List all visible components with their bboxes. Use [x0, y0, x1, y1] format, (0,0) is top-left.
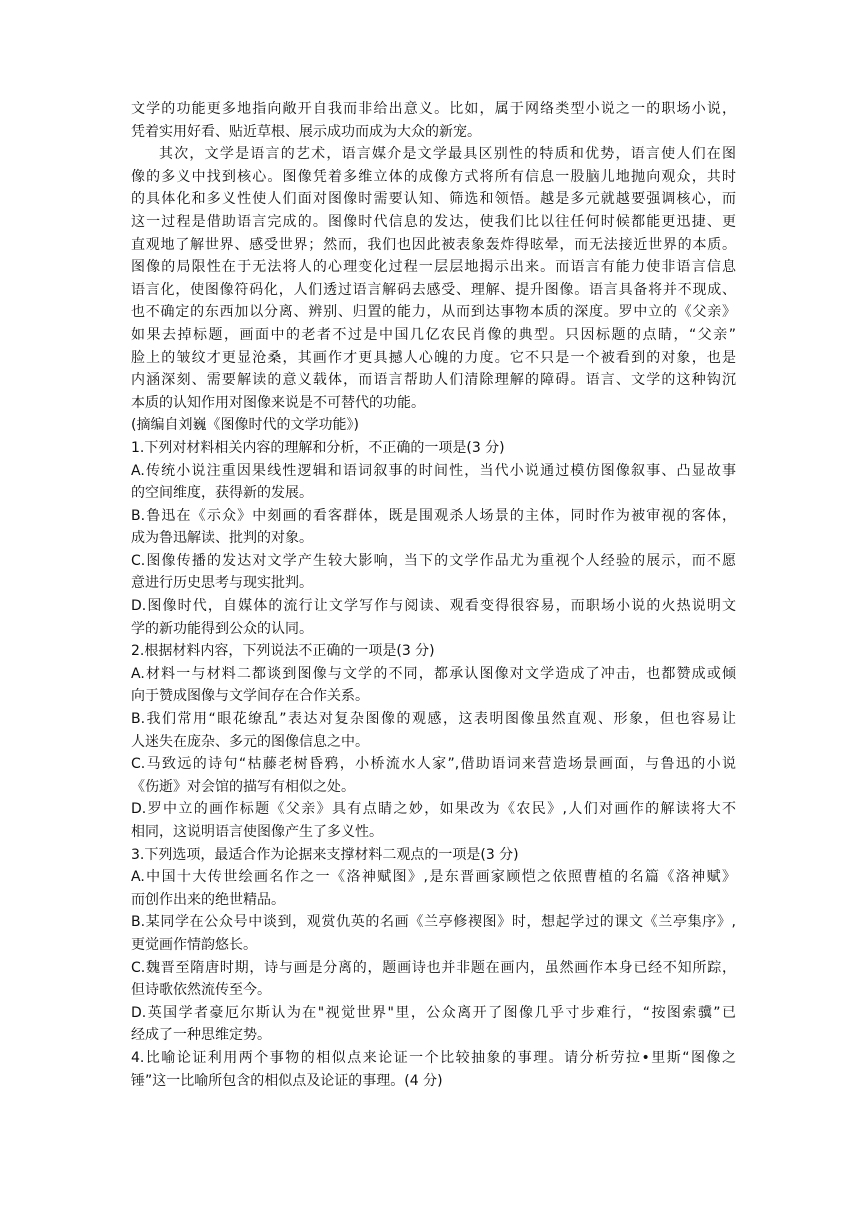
text-line: 3.下列选项，最适合作为论据来支撑材料二观点的一项是(3 分) [131, 846, 519, 863]
text-line: 4.比喻论证利用两个事物的相似点来论证一个比较抽象的事理。请分析劳拉•里斯“图像之 [131, 1049, 736, 1066]
text-line: 锤”这一比喻所包含的相似点及论证的事理。(4 分) [131, 1072, 443, 1089]
text-line: C.魏晋至隋唐时期，诗与画是分离的，题画诗也并非题在画内，虽然画作本身已经不知所踪， [131, 959, 736, 976]
text-line: 如果去掉标题，画面中的老者不过是中国几亿农民肖像的典型。只因标题的点睛，“父亲” [131, 326, 736, 343]
text-line: 1.下列对材料相关内容的理解和分析，不正确的一项是(3 分) [131, 439, 505, 456]
text-line: A.中国十大传世绘画名作之一《洛神赋图》,是东晋画家顾恺之依照曹植的名篇《洛神赋》 [131, 869, 736, 886]
text-line: 学的新功能得到公众的认同。 [131, 620, 313, 637]
text-line: 的空间维度，获得新的发展。 [131, 485, 313, 502]
text-line: C.马致远的诗句“枯藤老树昏鸦，小桥流水人家”,借助语词来营造场景画面，与鲁迅的小说 [131, 756, 736, 773]
text-line: 图像的局限性在于无法将人的心理变化过程一层层地揭示出来。而语言有能力使非语言信息 [131, 259, 736, 276]
text-line: (摘编自刘巍《图像时代的文学功能》) [131, 417, 359, 434]
text-line: 向于赞成图像与文学间存在合作关系。 [131, 688, 369, 705]
text-line: 内涵深刻、需要解读的意义载体，而语言帮助人们清除理解的障碍。语言、文学的这种钩沉 [131, 372, 736, 389]
text-line: 《伤逝》对会馆的描写有相似之处。 [131, 778, 355, 795]
text-line: C.图像传播的发达对文学产生较大影响，当下的文学作品尤为重视个人经验的展示，而不愿 [131, 552, 736, 569]
text-line: 但诗歌依然流传至今。 [131, 982, 271, 999]
text-line: B.鲁迅在《示众》中刻画的看客群体，既是围观杀人场景的主体，同时作为被审视的客体， [131, 507, 736, 524]
text-line: 文学的功能更多地指向敞开自我而非给出意义。比如，属于网络类型小说之一的职场小说， [131, 101, 736, 117]
text-line: 这一过程是借助语言完成的。图像时代信息的发达，使我们比以往任何时候都能更迅捷、更 [131, 213, 736, 230]
text-line: 成为鲁迅解读、批判的对象。 [131, 530, 313, 547]
text-line: 凭着实用好看、贴近草根、展示成功而成为大众的新宠。 [131, 123, 481, 140]
text-line: 更觉画作情韵悠长。 [131, 936, 257, 953]
text-line: B.某同学在公众号中谈到，观赏仇英的名画《兰亭修禊图》时，想起学过的课文《兰亭集序》, [131, 914, 736, 931]
text-line: 相同，这说明语言使图像产生了多义性。 [131, 824, 383, 840]
text-line: 语言化，使图像符码化，人们透过语言解码去感受、理解、提升图像。语言具备将并不现成、 [131, 281, 736, 298]
text-line: 2.根据材料内容，下列说法不正确的一项是(3 分) [131, 643, 435, 660]
text-line: 其次，文学是语言的艺术，语言媒介是文学最具区别性的特质和优势，语言使人们在图 [159, 146, 736, 163]
text-line: A.传统小说注重因果线性逻辑和语词叙事的时间性，当代小说通过模仿图像叙事、凸显故事 [131, 462, 736, 479]
text-line: 人迷失在庞杂、多元的图像信息之中。 [131, 733, 369, 750]
text-line: 脸上的皱纹才更显沧桑，其画作才更具撼人心魄的力度。它不只是一个被看到的对象，也是 [131, 349, 736, 366]
text-line: 直观地了解世界、感受世界；然而，我们也因此被表象轰炸得昡晕，而无法接近世界的本质。 [131, 236, 736, 253]
text-line: 的具体化和多义性使人们面对图像时需要认知、筛选和领悟。越是多元就越要强调核心，而 [131, 191, 736, 208]
text-line: D.图像时代，自媒体的流行让文学写作与阅读、观看变得很容易，而职场小说的火热说明文 [131, 598, 736, 615]
text-line: D.英国学者豪厄尔斯认为在"视觉世界"里，公众离开了图像几乎寸步难行，“按图索骥”已 [131, 1004, 736, 1021]
text-line: 经成了一种思维定势。 [131, 1027, 271, 1044]
text-line: A.材料一与材料二都谈到图像与文学的不同，都承认图像对文学造成了冲击，也都赞成或倾 [131, 665, 736, 682]
text-line: 而创作出来的绝世精品。 [131, 891, 285, 908]
text-line: 也不确定的东西加以分离、辨别、归置的能力，从而到达事物本质的深度。罗中立的《父亲》 [131, 304, 736, 321]
text-line: 本质的认知作用对图像来说是不可替代的功能。 [131, 394, 425, 411]
text-line: B.我们常用“眼花缭乱”表达对复杂图像的观感，这表明图像虽然直观、形象，但也容易让 [131, 711, 736, 728]
text-body [131, 98, 736, 1092]
text-line: 意进行历史思考与现实批判。 [131, 575, 313, 592]
text-line: 像的多义中找到核心。图像凭着多维立体的成像方式将所有信息一股脑儿地抛向观众，共时 [131, 168, 736, 185]
text-line: D.罗中立的画作标题《父亲》具有点睛之妙，如果改为《农民》,人们对画作的解读将大不 [131, 801, 736, 818]
